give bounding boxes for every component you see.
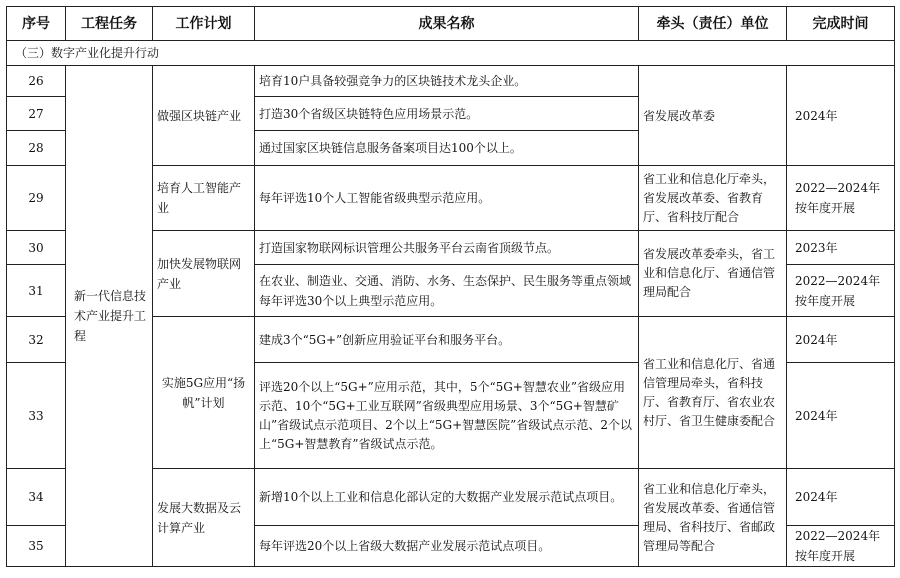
project-table — [6, 6, 895, 567]
plan-ai: 培育人工智能产业 — [153, 166, 255, 231]
unit-bigdata: 省工业和信息化厅牵头，省发展改革委、省通信管理局、省科技厅、省邮政管理局等配合 — [639, 469, 787, 567]
result-cell: 每年评选10个人工智能省级典型示范应用。 — [255, 166, 639, 231]
result-cell: 培育10户具备较强竞争力的区块链技术龙头企业。 — [255, 66, 639, 97]
row-number: 35 — [7, 526, 66, 567]
row-number: 28 — [7, 131, 66, 166]
plan-iot: 加快发展物联网产业 — [153, 231, 255, 317]
header-time: 完成时间 — [787, 7, 895, 41]
result-cell: 在农业、制造业、交通、消防、水务、生态保护、民生服务等重点领域每年评选30个以上典型示范应用。 — [255, 265, 639, 317]
plan-blockchain: 做强区块链产业 — [153, 66, 255, 166]
result-cell: 打造30个省级区块链特色应用场景示范。 — [255, 97, 639, 131]
time-30: 2023年 — [787, 231, 895, 265]
result-cell: 新增10个以上工业和信息化部认定的大数据产业发展示范试点项目。 — [255, 469, 639, 526]
time-blockchain: 2024年 — [787, 66, 895, 166]
header-result: 成果名称 — [255, 7, 639, 41]
row-number: 32 — [7, 317, 66, 363]
table-row — [7, 66, 895, 97]
result-cell: 通过国家区块链信息服务备案项目达100个以上。 — [255, 131, 639, 166]
row-number: 29 — [7, 166, 66, 231]
header-plan: 工作计划 — [153, 7, 255, 41]
unit-5g: 省工业和信息化厅、省通信管理局牵头，省科技厅、省教育厅、省农业农村厅、省卫生健康委配合 — [639, 317, 787, 469]
time-35: 2022—2024年按年度开展 — [787, 526, 895, 567]
header-task: 工程任务 — [66, 7, 153, 41]
time-ai: 2022—2024年按年度开展 — [787, 166, 895, 231]
result-cell: 每年评选20个以上省级大数据产业发展示范试点项目。 — [255, 526, 639, 567]
time-33: 2024年 — [787, 363, 895, 469]
task-cell: 新一代信息技术产业提升工程 — [66, 66, 153, 567]
header-unit: 牵头（责任）单位 — [639, 7, 787, 41]
section-row — [7, 41, 895, 66]
unit-ai: 省工业和信息化厅牵头，省发展改革委、省教育厅、省科技厅配合 — [639, 166, 787, 231]
result-cell: 建成3个“5G+”创新应用验证平台和服务平台。 — [255, 317, 639, 363]
header-seq: 序号 — [7, 7, 66, 41]
plan-5g: 实施5G应用“扬帆”计划 — [153, 317, 255, 469]
row-number: 30 — [7, 231, 66, 265]
row-number: 26 — [7, 66, 66, 97]
result-cell: 打造国家物联网标识管理公共服务平台云南省顶级节点。 — [255, 231, 639, 265]
plan-bigdata: 发展大数据及云计算产业 — [153, 469, 255, 567]
section-title: （三）数字产业化提升行动 — [7, 41, 895, 66]
time-32: 2024年 — [787, 317, 895, 363]
header-row — [7, 7, 895, 41]
result-cell: 评选20个以上“5G+”应用示范，其中，5个“5G+智慧农业”省级应用示范、10个“5G+工业互联网”省级典型应用场景、3个“5G+智慧矿山”省级试点示范项目、2个以上“5G+智慧医院”省级试点示范、2个以上“5G+智慧教育”省级试点示范。 — [255, 363, 639, 469]
row-number: 27 — [7, 97, 66, 131]
row-number: 31 — [7, 265, 66, 317]
unit-blockchain: 省发展改革委 — [639, 66, 787, 166]
row-number: 34 — [7, 469, 66, 526]
unit-iot: 省发展改革委牵头，省工业和信息化厅、省通信管理局配合 — [639, 231, 787, 317]
time-31: 2022—2024年按年度开展 — [787, 265, 895, 317]
row-number: 33 — [7, 363, 66, 469]
time-34: 2024年 — [787, 469, 895, 526]
